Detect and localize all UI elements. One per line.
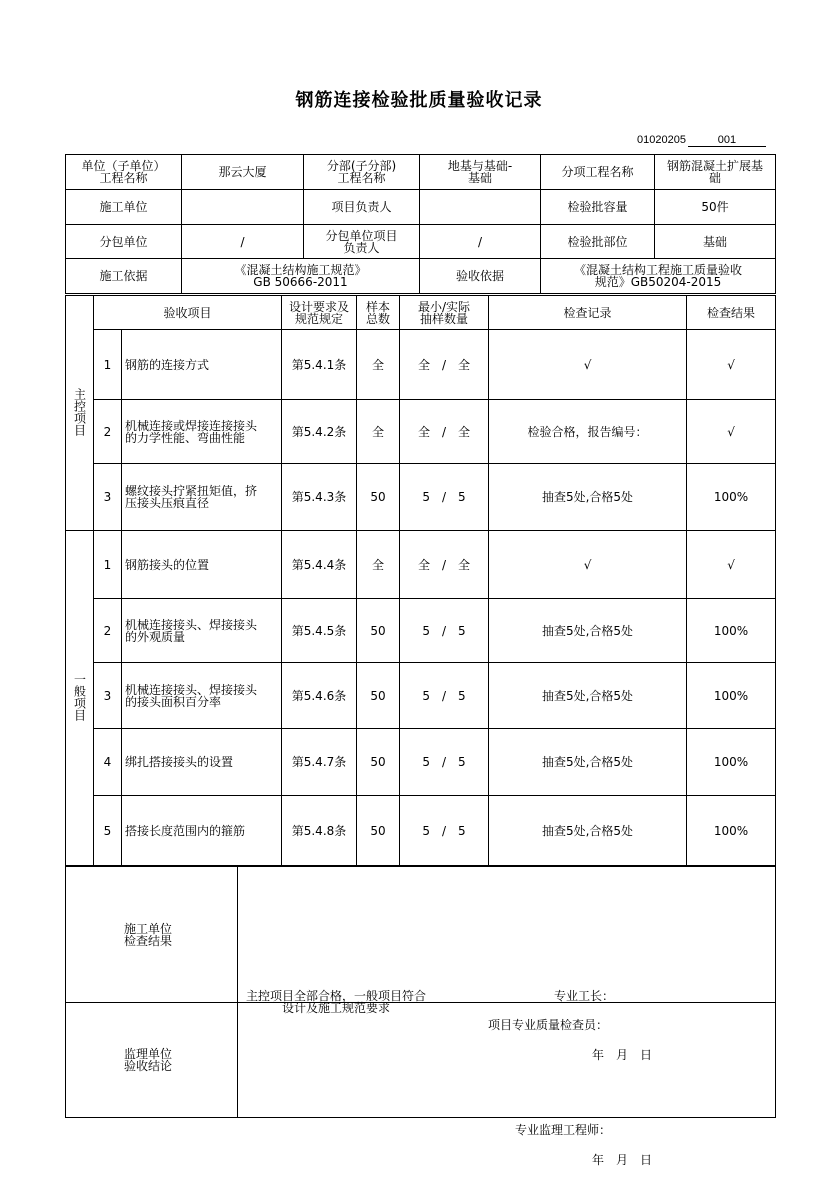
items-table: [65, 295, 776, 866]
main-group-label: [66, 296, 94, 531]
item-total: 全: [357, 531, 400, 599]
main-group-text: 主控项目: [72, 388, 87, 436]
item-no: 2: [94, 400, 122, 464]
pm-value: [420, 190, 541, 225]
item-name: 钢筋的连接方式: [122, 330, 282, 400]
item-clause: 第5.4.2条: [282, 400, 357, 464]
item-sampling: [400, 729, 489, 796]
item-clause: 第5.4.4条: [282, 531, 357, 599]
item-min: 全: [417, 357, 430, 372]
basis-value: 《混凝土结构施工规范》 GB 50666-2011: [182, 259, 420, 294]
inspector-label: 项目专业质量检查员：: [488, 1017, 609, 1032]
item-no: 3: [94, 464, 122, 531]
supervision-engineer-label: 专业监理工程师：: [515, 1123, 612, 1137]
item-name: 机械连接接头、焊接接头 的接头面积百分率: [122, 663, 282, 729]
col-sample: 样本 总数: [357, 296, 400, 330]
item-no: 4: [94, 729, 122, 796]
item-min: 全: [417, 557, 430, 572]
item-name: 搭接长度范围内的箍筋: [122, 796, 282, 866]
supervision-label: 监理单位 验收结论: [66, 1003, 238, 1118]
item-min: 5: [422, 490, 430, 504]
item-actual: 5: [458, 623, 466, 638]
item-actual: 5: [458, 688, 466, 703]
general-group-text: 一般项目: [72, 673, 87, 721]
item-name: 螺纹接头拧紧扭矩值，挤 压接头压痕直径: [122, 464, 282, 531]
col-record: 检查记录: [489, 296, 687, 330]
item-sampling: [400, 796, 489, 866]
sampling-slash: /: [441, 623, 447, 638]
col-min: 最小/实际 抽样数量: [400, 296, 489, 330]
col-design: 设计要求及 规范规定: [282, 296, 357, 330]
item-record: 检验合格，报告编号：: [489, 400, 687, 464]
item-result: 100%: [687, 464, 776, 531]
item-actual: 5: [458, 755, 466, 769]
item-result: √: [687, 400, 776, 464]
construction-date: 年 月 日: [592, 1047, 653, 1062]
item-no: 1: [94, 531, 122, 599]
sampling-slash: /: [441, 688, 447, 703]
item-record: 抽查5处,合格5处: [489, 599, 687, 663]
table-row: [66, 663, 776, 729]
item-result: 100%: [687, 796, 776, 866]
acc-basis-value: 《混凝土结构工程施工质量验收 规范》GB50204-2015: [541, 259, 776, 294]
item-min: 5: [422, 688, 430, 703]
contractor-value: [182, 190, 304, 225]
item-record: 抽查5处,合格5处: [489, 796, 687, 866]
header-table: [65, 154, 776, 294]
item-clause: 第5.4.7条: [282, 729, 357, 796]
sampling-slash: /: [441, 357, 447, 372]
acc-basis-label: 验收依据: [420, 259, 541, 294]
subitem-label: 分项工程名称: [541, 155, 655, 190]
item-result: √: [687, 531, 776, 599]
table-row: [66, 796, 776, 866]
item-sampling: [400, 599, 489, 663]
item-no: 3: [94, 663, 122, 729]
general-group-label: [66, 531, 94, 866]
item-total: 50: [357, 599, 400, 663]
table-row: [66, 599, 776, 663]
doc-seq: 001: [688, 134, 766, 147]
sub-value: /: [182, 225, 304, 259]
item-record: √: [489, 531, 687, 599]
sampling-slash: /: [441, 490, 447, 504]
sub-pm-value: /: [420, 225, 541, 259]
capacity-label: 检验批容量: [541, 190, 655, 225]
contractor-label: 施工单位: [66, 190, 182, 225]
construction-check-label: 施工单位 检查结果: [66, 867, 238, 1003]
table-row: [66, 400, 776, 464]
item-total: 50: [357, 796, 400, 866]
sampling-slash: /: [441, 823, 447, 838]
item-min: 5: [422, 623, 430, 638]
item-record: 抽查5处,合格5处: [489, 729, 687, 796]
basis-label: 施工依据: [66, 259, 182, 294]
item-total: 全: [357, 400, 400, 464]
document-number: [637, 134, 766, 147]
item-record: 抽查5处,合格5处: [489, 464, 687, 531]
unit-label: 单位（子单位） 工程名称: [66, 155, 182, 190]
part-value: 基础: [655, 225, 776, 259]
item-no: 5: [94, 796, 122, 866]
item-name: 机械连接接头、焊接接头 的外观质量: [122, 599, 282, 663]
table-row: [66, 330, 776, 400]
foreman-label: 专业工长：: [554, 988, 615, 1003]
signoff-table: [65, 866, 776, 1167]
item-no: 2: [94, 599, 122, 663]
item-clause: 第5.4.1条: [282, 330, 357, 400]
col-result: 检查结果: [687, 296, 776, 330]
item-result: 100%: [687, 663, 776, 729]
item-actual: 全: [458, 424, 471, 439]
item-result: √: [687, 330, 776, 400]
sampling-slash: /: [441, 424, 447, 439]
sampling-slash: /: [441, 557, 447, 572]
subitem-value: 钢筋混凝土扩展基 础: [655, 155, 776, 190]
item-sampling: [400, 400, 489, 464]
item-record: √: [489, 330, 687, 400]
item-sampling: [400, 330, 489, 400]
item-sampling: [400, 464, 489, 531]
item-result: 100%: [687, 729, 776, 796]
division-value: 地基与基础- 基础: [420, 155, 541, 190]
sampling-slash: /: [441, 755, 447, 769]
doc-code: 01020205: [637, 134, 686, 146]
item-result: 100%: [687, 599, 776, 663]
col-item: 验收项目: [94, 296, 282, 330]
item-total: 全: [357, 330, 400, 400]
item-sampling: [400, 531, 489, 599]
item-total: 50: [357, 729, 400, 796]
item-name: 钢筋接头的位置: [122, 531, 282, 599]
item-total: 50: [357, 663, 400, 729]
item-min: 5: [422, 755, 430, 769]
item-clause: 第5.4.3条: [282, 464, 357, 531]
item-min: 全: [417, 424, 430, 439]
item-sampling: [400, 663, 489, 729]
capacity-value: 50件: [655, 190, 776, 225]
item-clause: 第5.4.6条: [282, 663, 357, 729]
item-min: 5: [422, 823, 430, 838]
item-actual: 5: [458, 490, 466, 504]
item-total: 50: [357, 464, 400, 531]
table-row: [66, 729, 776, 796]
supervision-date: 年 月 日: [592, 1153, 653, 1167]
part-label: 检验批部位: [541, 225, 655, 259]
table-row: [66, 531, 776, 599]
pm-label: 项目负责人: [304, 190, 420, 225]
item-record: 抽查5处,合格5处: [489, 663, 687, 729]
construction-conclusion: 主控项目全部合格，一般项目符合 设计及施工规范要求: [246, 988, 427, 1015]
division-label: 分部(子分部) 工程名称: [304, 155, 420, 190]
item-actual: 全: [458, 557, 471, 572]
unit-value: 那云大厦: [182, 155, 304, 190]
construction-check-body: [238, 867, 776, 1062]
item-actual: 全: [458, 357, 471, 372]
page-title: 钢筋连接检验批质量验收记录: [295, 90, 543, 111]
item-clause: 第5.4.8条: [282, 796, 357, 866]
item-name: 机械连接或焊接连接接头 的力学性能、弯曲性能: [122, 400, 282, 464]
sub-label: 分包单位: [66, 225, 182, 259]
sub-pm-label: 分包单位项目 负责人: [304, 225, 420, 259]
item-clause: 第5.4.5条: [282, 599, 357, 663]
item-no: 1: [94, 330, 122, 400]
item-actual: 5: [458, 823, 466, 838]
item-name: 绑扎搭接接头的设置: [122, 729, 282, 796]
table-row: [66, 464, 776, 531]
